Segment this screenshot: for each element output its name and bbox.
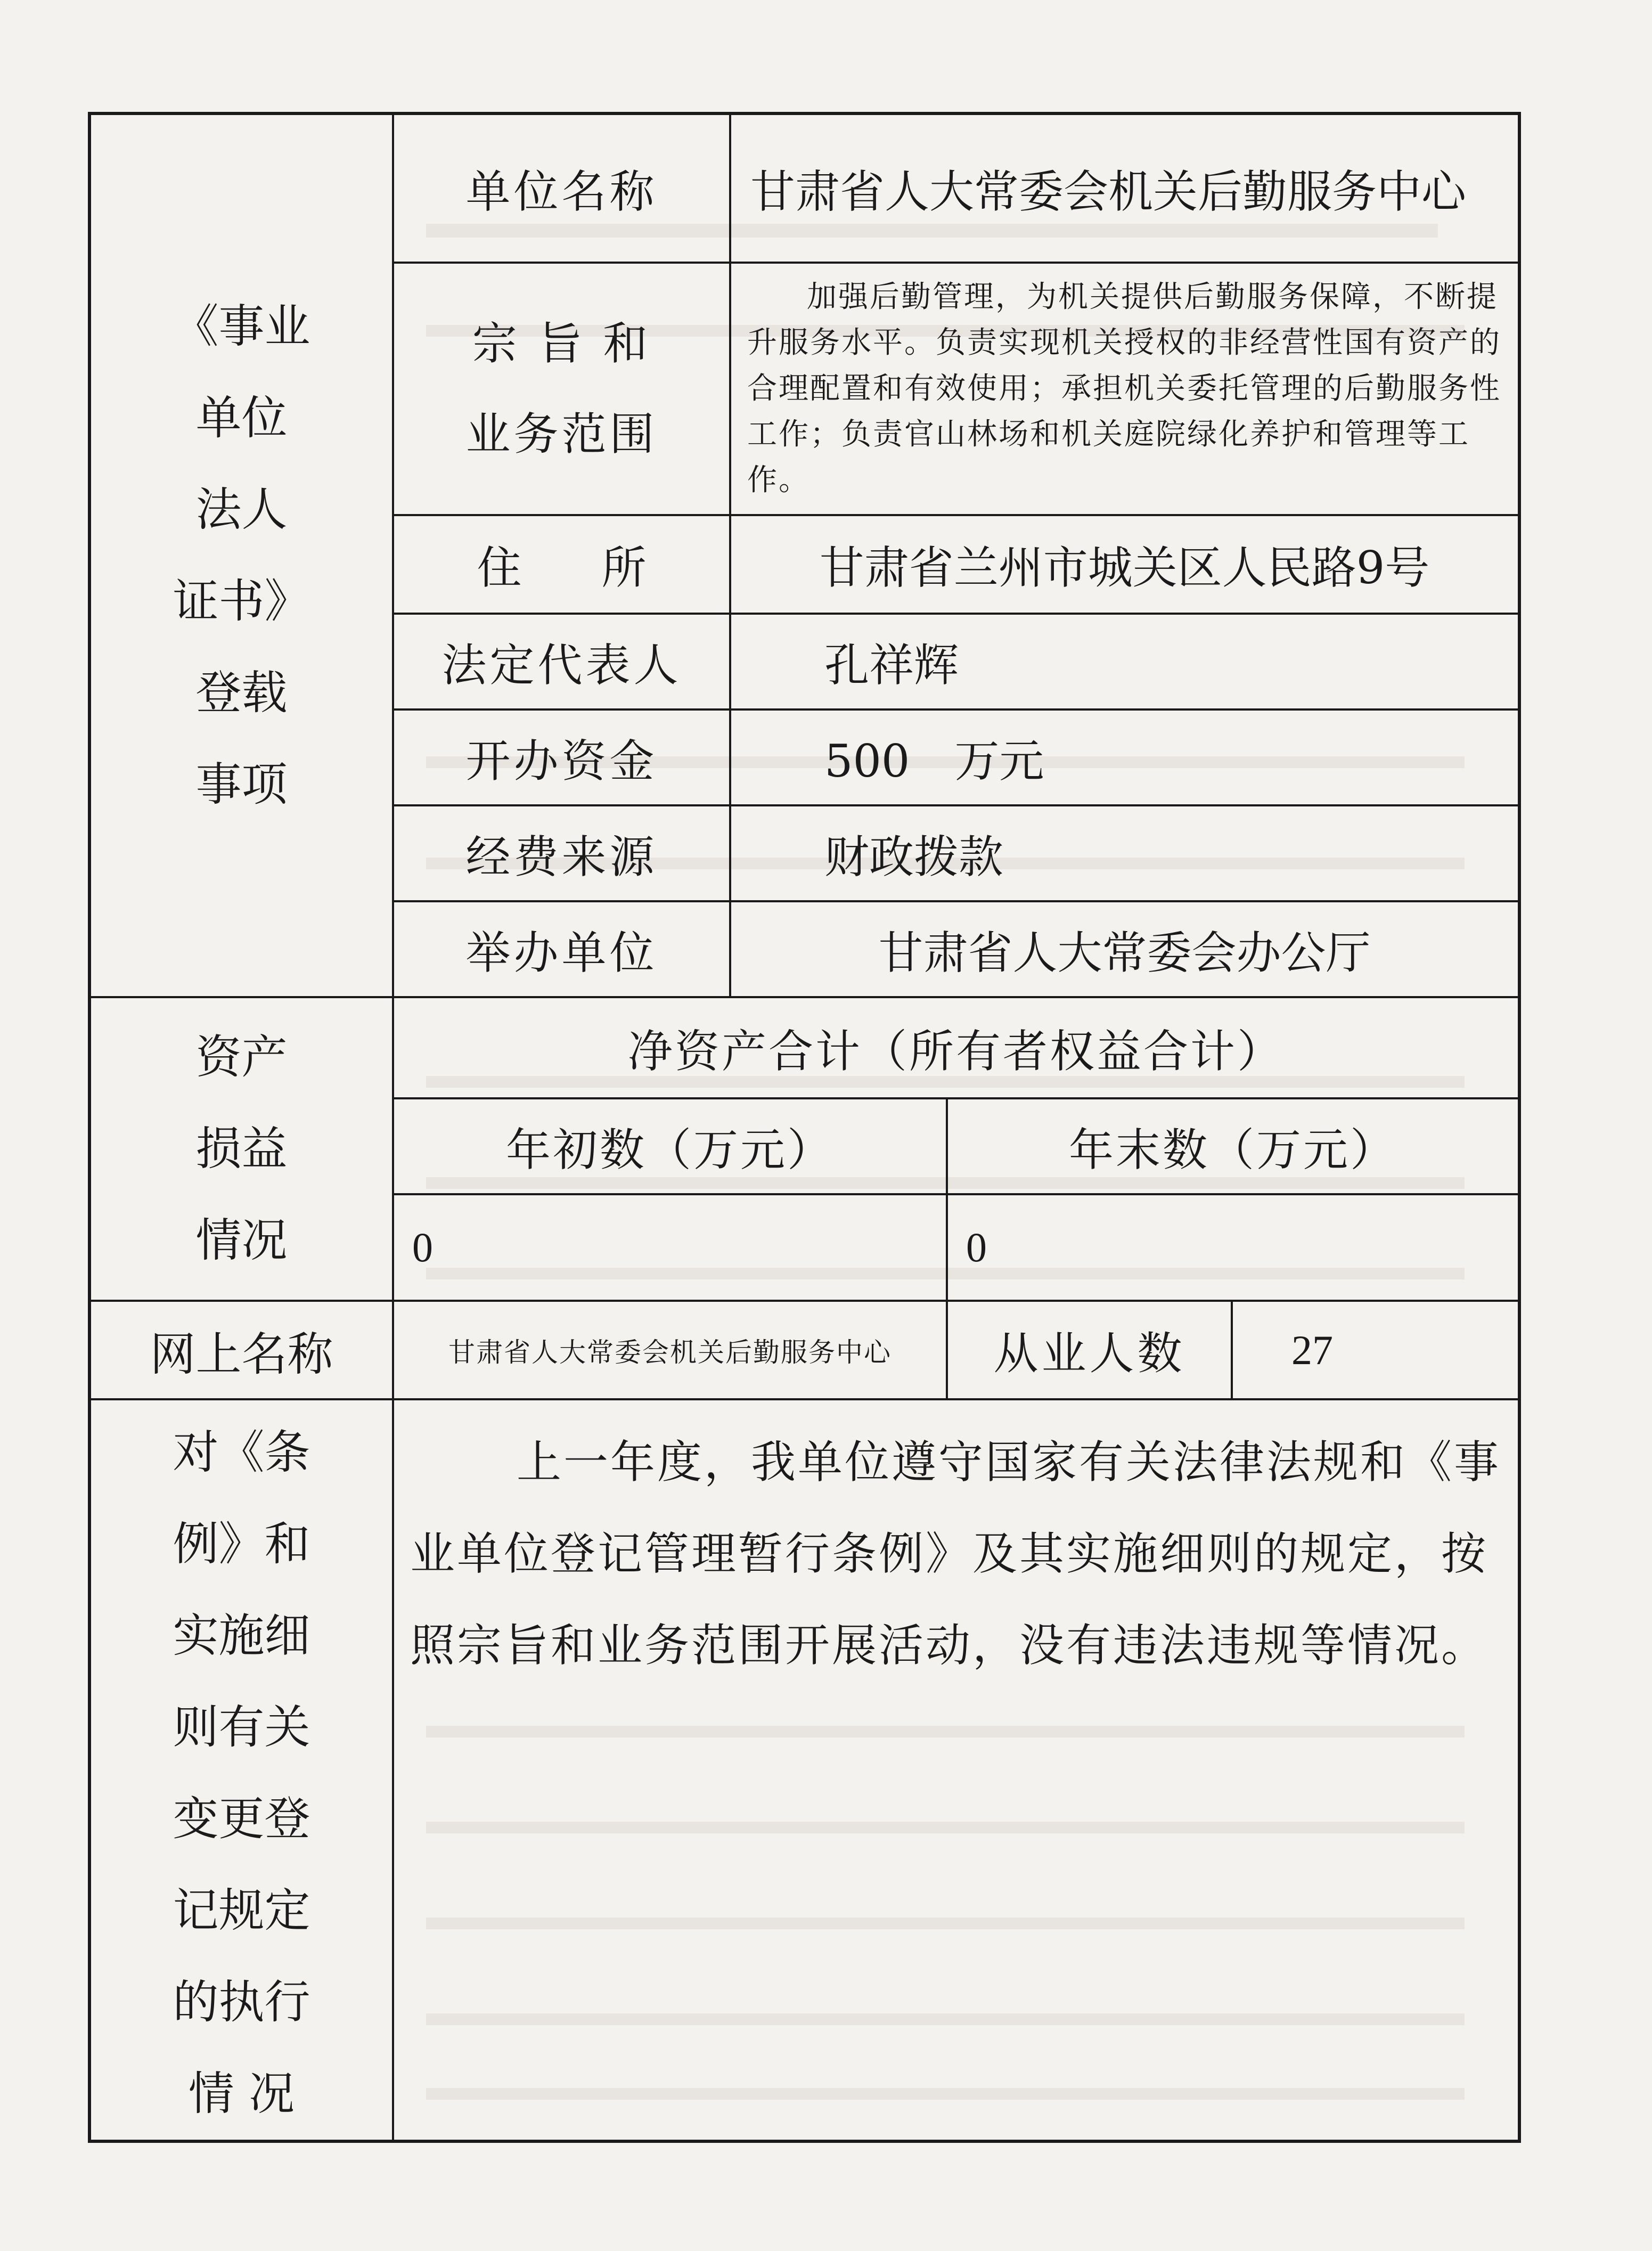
row-online-name xyxy=(89,1301,1519,1399)
assets-line-3: 情况 xyxy=(195,1214,288,1267)
begin-of-year-label: 年初数（万元） xyxy=(393,1098,947,1194)
compliance-line-8: 情 况 xyxy=(188,2067,295,2120)
purpose-label xyxy=(393,263,730,515)
address-label: 住所 xyxy=(393,515,730,614)
online-name-value: 甘肃省人大常委会机关后勤服务中心 xyxy=(393,1301,947,1399)
row-compliance xyxy=(89,1399,1519,2141)
online-name-label: 网上名称 xyxy=(89,1301,393,1399)
cert-line-2: 单位 xyxy=(195,392,288,445)
cert-line-5: 登载 xyxy=(195,666,288,720)
cert-line-6: 事项 xyxy=(195,758,288,811)
begin-of-year-value: 0 xyxy=(393,1194,947,1301)
registration-form xyxy=(88,112,1518,2141)
unit-name-value: 甘肃省人大常委会机关后勤服务中心 xyxy=(730,113,1519,263)
compliance-header xyxy=(89,1399,393,2141)
net-assets-header: 净资产合计（所有者权益合计） xyxy=(393,997,1519,1098)
legal-rep-label: 法定代表人 xyxy=(393,614,730,709)
assets-line-1: 资产 xyxy=(195,1031,288,1084)
cert-line-1: 《事业 xyxy=(173,300,310,353)
unit-name-label: 单位名称 xyxy=(393,113,730,263)
row-unit-name xyxy=(89,113,1519,263)
compliance-line-7: 的执行 xyxy=(173,1976,310,2029)
compliance-line-1: 对《条 xyxy=(173,1426,310,1479)
purpose-label-line-1: 宗 旨 和 xyxy=(472,317,651,370)
end-of-year-value: 0 xyxy=(947,1194,1519,1301)
cert-line-4: 证书》 xyxy=(173,575,310,628)
funding-value: 财政拨款 xyxy=(730,805,1519,901)
certificate-items-header xyxy=(89,113,393,997)
compliance-line-4: 则有关 xyxy=(173,1701,310,1754)
capital-label: 开办资金 xyxy=(393,709,730,805)
compliance-line-3: 实施细 xyxy=(173,1609,310,1662)
funding-label: 经费来源 xyxy=(393,805,730,901)
purpose-label-line-2: 业务范围 xyxy=(465,408,658,460)
capital-value: 500 万元 xyxy=(730,709,1519,805)
compliance-line-5: 变更登 xyxy=(173,1792,310,1846)
employees-label: 从业人数 xyxy=(947,1301,1232,1399)
form-table xyxy=(88,112,1521,2143)
compliance-line-6: 记规定 xyxy=(173,1884,310,1937)
purpose-value: 加强后勤管理，为机关提供后勤服务保障，不断提升服务水平。负责实现机关授权的非经营性国有资产的合理配置和有效使用；承担机关委托管理的后勤服务性工作；负责官山林场和机关庭院绿化养护和管理等工作。 xyxy=(730,263,1519,515)
assets-section-header xyxy=(89,997,393,1301)
address-value: 甘肃省兰州市城关区人民路9号 xyxy=(730,515,1519,614)
compliance-statement: 上一年度，我单位遵守国家有关法律法规和《事业单位登记管理暂行条例》及其实施细则的规定，按照宗旨和业务范围开展活动，没有违法违规等情况。 xyxy=(393,1399,1519,2141)
legal-rep-value: 孔祥辉 xyxy=(730,614,1519,709)
compliance-line-2: 例》和 xyxy=(173,1518,310,1571)
cert-line-3: 法人 xyxy=(195,483,288,536)
sponsor-value: 甘肃省人大常委会办公厅 xyxy=(730,901,1519,997)
assets-line-2: 损益 xyxy=(195,1122,288,1176)
sponsor-label: 举办单位 xyxy=(393,901,730,997)
row-assets-header xyxy=(89,997,1519,1098)
end-of-year-label: 年末数（万元） xyxy=(947,1098,1519,1194)
employees-value: 27 xyxy=(1232,1301,1519,1399)
